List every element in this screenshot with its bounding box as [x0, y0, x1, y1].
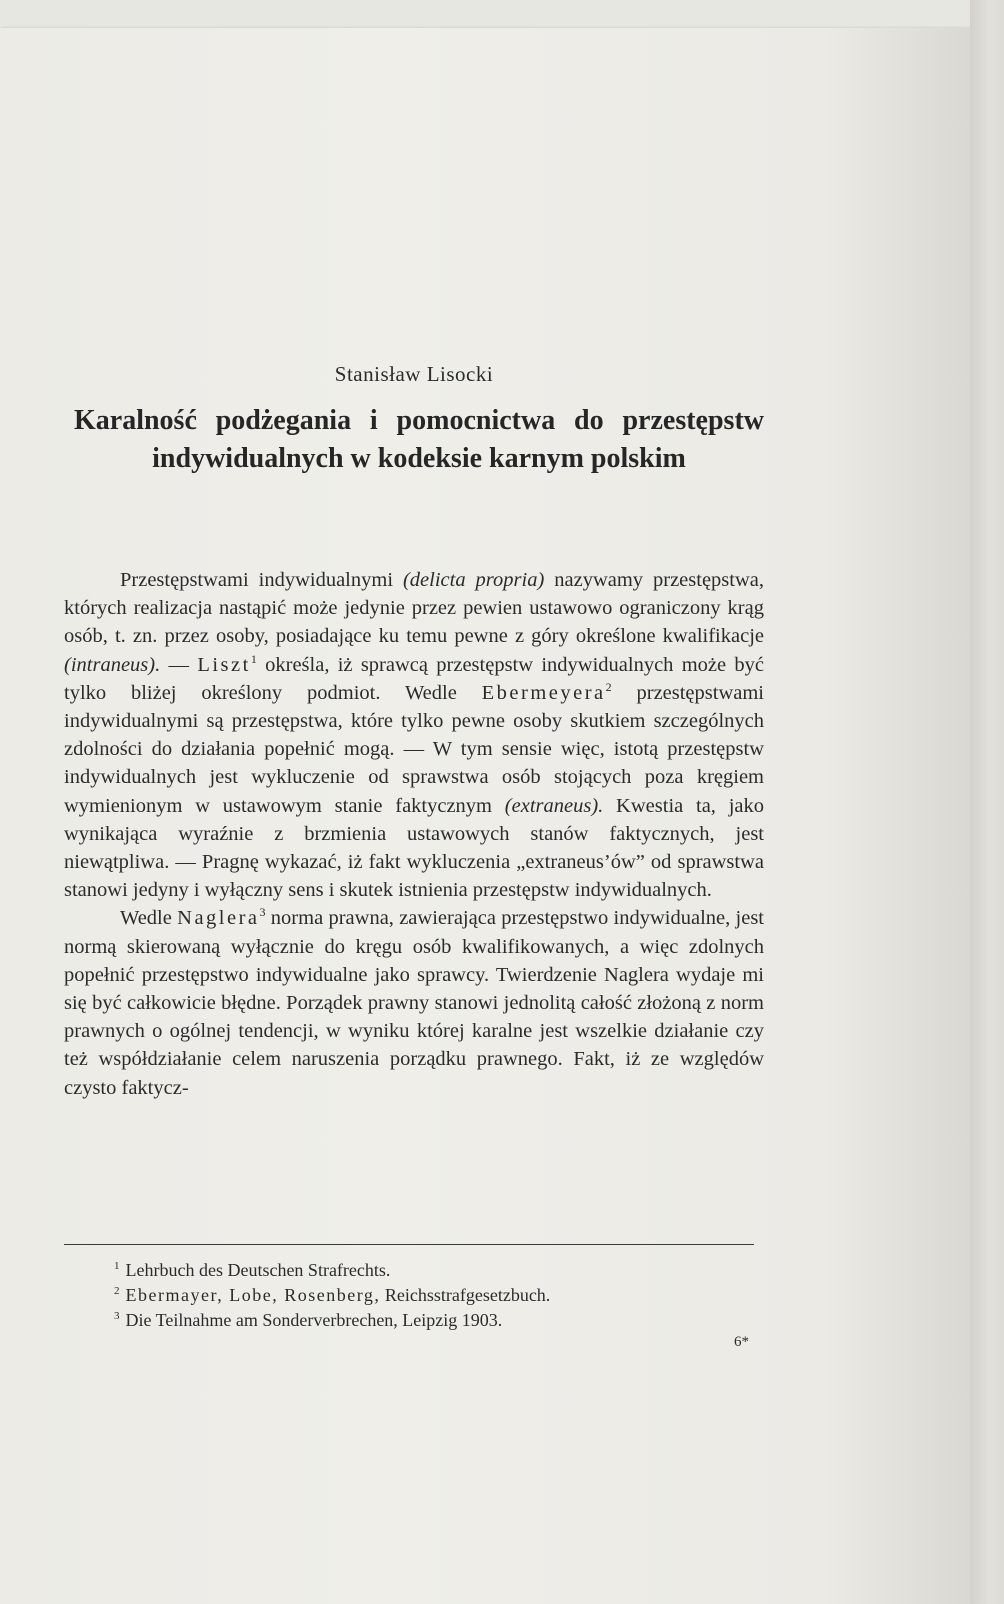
p1-text-6: Kwestia ta, jako wynikająca wyraźnie z brzmienia ustawowych stanów faktycznych, jest niewątpliwa. — Pragnę wykazać, iż fakt wykluczenia „extraneus’ów” od sprawstwa stanowi jedyny i wyłączny sens i skutek istnienia przestępstw indywidualnych.: [64, 794, 765, 902]
footnote-3: [114, 1306, 754, 1331]
p1-italic-intraneus: (intraneus).: [64, 653, 161, 676]
footnote-ref-2: 2: [605, 679, 612, 694]
p2-text-1: Wedle: [120, 907, 178, 930]
footnote-authors: Ebermayer, Lobe, Rosenberg,: [125, 1285, 381, 1305]
p2-name-naglera: Naglera: [177, 907, 260, 930]
article-body: [64, 566, 764, 1102]
paragraph-1: [64, 566, 764, 904]
p1-italic-delicta: (delicta propria): [402, 569, 545, 591]
p1-name-ebermeyera: Ebermeyera: [481, 681, 606, 704]
footnote-text: Reichsstrafgesetzbuch.: [380, 1285, 551, 1305]
p1-text-2: nazywamy przestępstwa, których realizacja nastąpić może jedynie przez pewien ustawowo ograniczony krąg osób, t. zn. przez osoby, posiadające ku temu pewne z góry określone kwalifikacje: [64, 569, 765, 648]
footnotes: [114, 1256, 754, 1331]
footnote-text: Die Teilnahme am Sonderverbrechen, Leipzig 1903.: [125, 1310, 503, 1330]
footnote-ref-1: 1: [250, 651, 257, 666]
footnote-number: 1: [114, 1260, 120, 1272]
page-edge: [970, 0, 1004, 1604]
p1-text-4: określa, iż sprawcą przestępstw indywidualnych może być tylko bliżej określony podmiot. Wedle: [64, 653, 764, 704]
article-title: Karalność podżegania i pomocnictwa do przestępstw indywidualnych w kodeksie karnym polskim: [74, 405, 764, 474]
p1-text-5: przestępstwami indywidualnymi są przestępstwa, które tylko pewne osoby skutkiem szczególnych zdolności do działania popełnić mogą. — W tym sensie więc, istotą przestępstw indywidualnych jest wykluczenie od sprawstwa osób stojących poza kręgiem wymienionym w ustawowym stanie faktycznym: [64, 681, 765, 817]
p1-name-liszt: Liszt: [197, 653, 251, 676]
footnote-2: [114, 1281, 754, 1306]
signature-mark: 6*: [734, 1334, 749, 1350]
paragraph-2: [64, 904, 764, 1101]
footnote-number: 2: [114, 1285, 120, 1297]
p1-italic-extraneus: (extraneus).: [504, 794, 604, 817]
footnote-1: [114, 1256, 754, 1281]
footnote-text: Lehrbuch des Deutschen Strafrechts.: [125, 1260, 391, 1280]
p1-text-1: Przestępstwami indywidualnymi: [120, 569, 403, 591]
footnote-divider: [64, 1244, 754, 1245]
p1-dash: —: [160, 653, 198, 676]
footnote-number: 3: [114, 1310, 120, 1322]
footnote-ref-3: 3: [259, 905, 266, 920]
article-author: Stanisław Lisocki: [334, 362, 494, 386]
p2-text-2: norma prawna, zawierająca przestępstwo indywidualne, jest normą skierowaną wyłącznie do kręgu osób kwalifikowanych, a więc zdolnych popełnić przestępstwo indywidualne jako sprawcy. Twierdzenie Naglera wydaje mi się być całkowicie błędne. Porządek prawny stanowi jednolitą całość złożoną z norm prawnych o ogólnej tendencji, w wyniku której karalne jest wszelkie działanie czy też współdziałanie celem naruszenia porządku prawnego. Fakt, iż ze względów czysto faktycz-: [64, 907, 764, 1099]
